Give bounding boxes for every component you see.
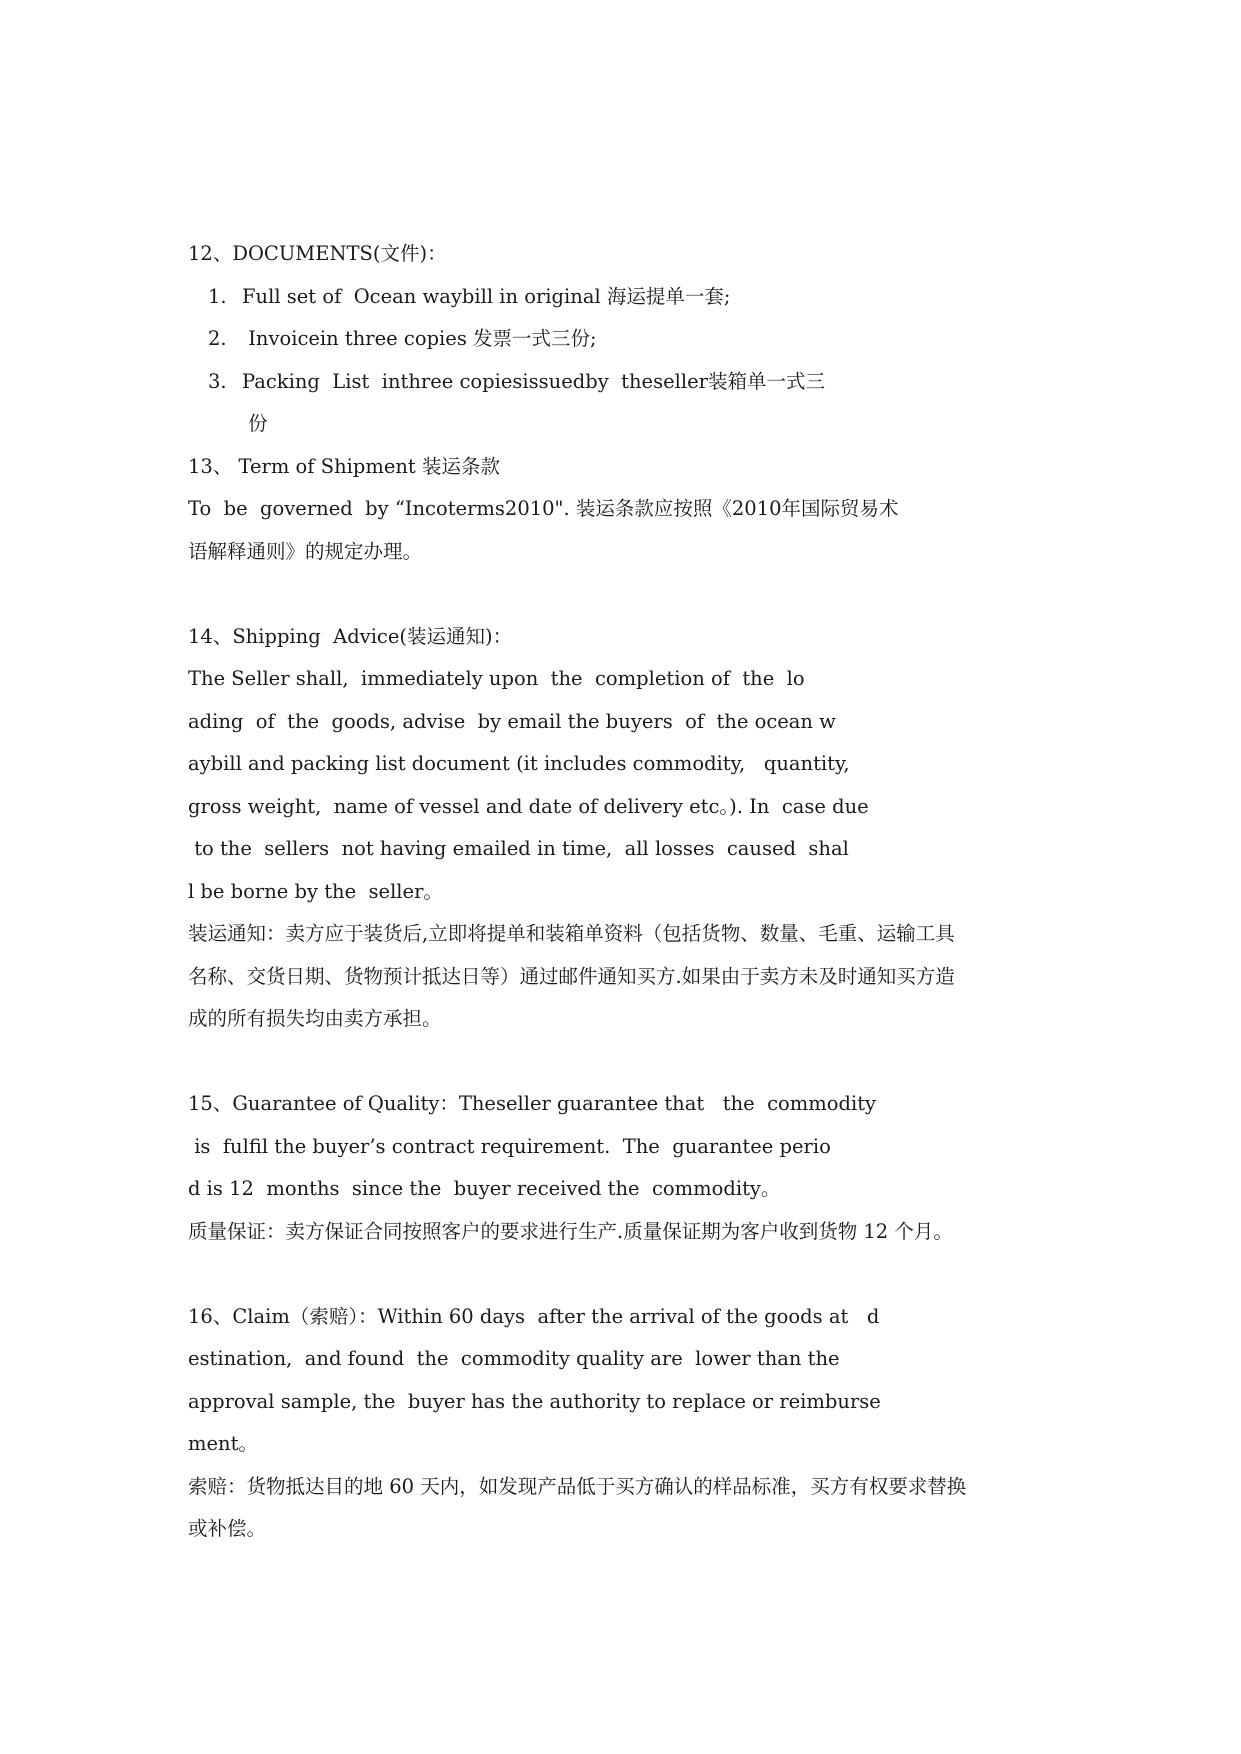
section-16-heading: 16、Claim（索赔）：Within 60 days after the arrival of the goods at d — [188, 1304, 880, 1328]
list-number: 3. — [208, 369, 227, 393]
paragraph-line: approval sample, the buyer has the authority to replace or reimburse — [188, 1389, 881, 1413]
section-15-heading: 15、Guarantee of Quality：Theseller guarantee that the commodity — [188, 1092, 877, 1115]
paragraph-line: to the sellers not having emailed in time, all losses caused shal — [188, 837, 849, 860]
paragraph-line: 质量保证：卖方保证合同按照客户的要求进行生产.质量保证期为客户收到货物 12 个月。 — [188, 1219, 953, 1243]
section-14-heading: 14、Shipping Advice(装运通知)： — [188, 624, 513, 648]
paragraph-line: l be borne by the seller。 — [188, 879, 443, 903]
paragraph-line: is fulfil the buyer’s contract requirement. The guarantee perio — [188, 1134, 831, 1158]
list-number: 2. — [208, 327, 227, 350]
paragraph-line: gross weight, name of vessel and date of delivery etc。). In case due — [188, 794, 869, 818]
paragraph-line: estination, and found the commodity quality are lower than the — [188, 1347, 840, 1370]
list-text: Invoicein three copies 发票一式三份; — [242, 327, 597, 350]
paragraph-line: The Seller shall, immediately upon the completion of the lo — [188, 667, 805, 690]
list-item — [188, 318, 1083, 361]
document-page — [188, 233, 1083, 1551]
section-13-heading: 13、 Term of Shipment 装运条款 — [188, 454, 500, 478]
paragraph-line: To be governed by “Incoterms2010". 装运条款应按照《2010年国际贸易术 — [188, 497, 899, 520]
list-item — [188, 276, 1083, 319]
paragraph-line: 成的所有损失均由卖方承担。 — [188, 1007, 442, 1030]
list-text: Packing List inthree copiesissuedby theseller装箱单一式三 — [242, 369, 825, 393]
paragraph-line: 名称、交货日期、货物预计抵达日等）通过邮件通知买方.如果由于卖方未及时通知买方造 — [188, 964, 955, 988]
list-item — [188, 361, 1083, 404]
paragraph-line: 语解释通则》的规定办理。 — [188, 539, 423, 563]
list-continuation: 份 — [248, 412, 268, 435]
paragraph-line: ading of the goods, advise by email the buyers of the ocean w — [188, 709, 836, 733]
list-text: Full set of Ocean waybill in original 海运提单一套; — [242, 284, 731, 308]
paragraph-line: ment。 — [188, 1432, 258, 1455]
section-12-heading: 12、DOCUMENTS(文件)： — [188, 242, 447, 265]
list-number: 1. — [208, 284, 227, 308]
paragraph-line: d is 12 months since the buyer received the commodity。 — [188, 1177, 781, 1200]
paragraph-line: 装运通知：卖方应于装货后,立即将提单和装箱单资料（包括货物、数量、毛重、运输工具 — [188, 922, 955, 945]
paragraph-line: aybill and packing list document (it includes commodity, quantity, — [188, 752, 850, 775]
paragraph-line: 或补偿。 — [188, 1517, 267, 1540]
paragraph-line: 索赔：货物抵达目的地 60 天内，如发现产品低于买方确认的样品标准，买方有权要求替换 — [188, 1474, 967, 1498]
